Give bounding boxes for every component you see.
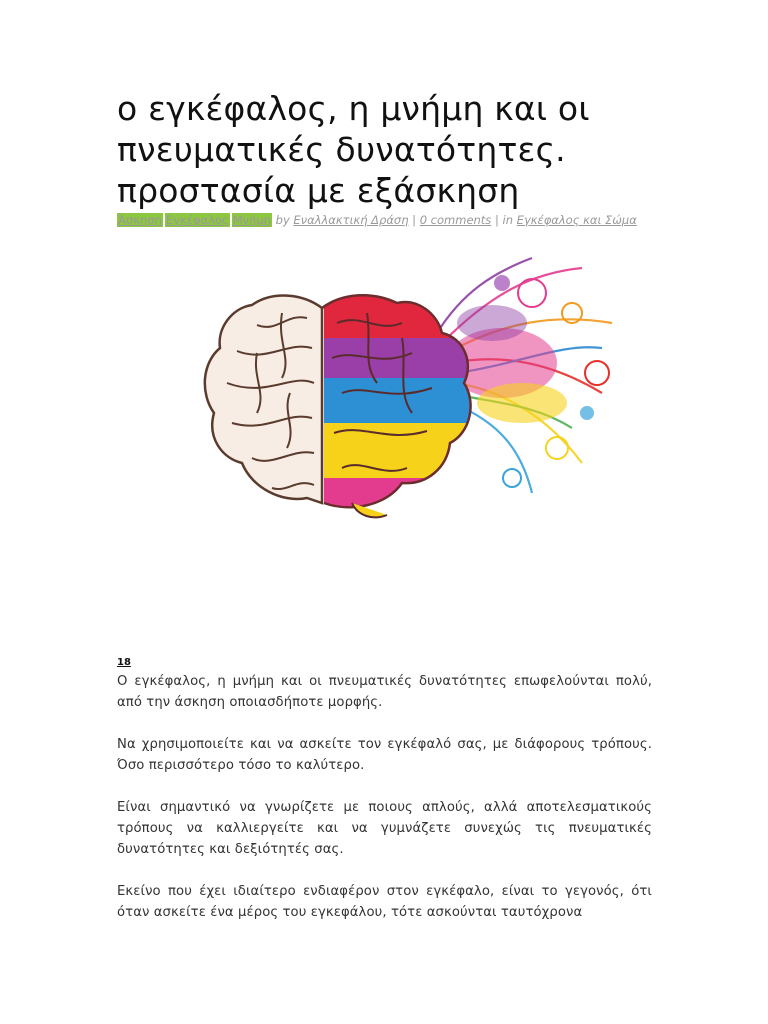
in-label: in xyxy=(502,213,513,227)
tag-link[interactable]: Άσκηση xyxy=(118,213,162,227)
title-line: προστασία με εξάσκηση xyxy=(117,171,520,210)
brain-illustration-icon xyxy=(202,253,622,523)
post-meta xyxy=(117,213,652,228)
author-link[interactable]: Εναλλακτική Δράση xyxy=(293,213,409,227)
meta-separator: | xyxy=(494,213,499,227)
meta-separator: | xyxy=(412,213,417,227)
category-link[interactable]: Εγκέφαλος και Σώμα xyxy=(516,213,637,227)
paragraph: Ο εγκέφαλος, η μνήμη και οι πνευματικές δυνατότητες επωφελούνται πολύ, από την άσκηση οποιασδήποτε μορφής. xyxy=(117,674,652,710)
article-number[interactable]: 18 xyxy=(117,657,131,668)
by-label: by xyxy=(275,213,290,227)
brain-illustration xyxy=(202,253,622,523)
article-body xyxy=(117,671,652,944)
article-title xyxy=(117,88,657,211)
tag-link[interactable]: Εγκέφαλος xyxy=(165,213,229,227)
paragraph: Εκείνο που έχει ιδιαίτερο ενδιαφέρον στον εγκέφαλο, είναι το γεγονός, ότι όταν ασκείτε ένα μέρος του εγκεφάλου, τότε ασκούνται ταυτόχρονα xyxy=(117,884,652,920)
title-line: ο εγκέφαλος, η μνήμη και οι xyxy=(117,89,590,128)
tag-link[interactable]: Μνήμη xyxy=(232,213,271,227)
paragraph: Να χρησιμοποιείτε και να ασκείτε τον εγκέφαλό σας, με διάφορους τρόπους. Όσο περισσότερο τόσο το καλύτερο. xyxy=(117,737,652,773)
paragraph: Είναι σημαντικό να γνωρίζετε με ποιους απλούς, αλλά αποτελεσματικούς τρόπους να καλλιεργείτε και να γυμνάζετε συνεχώς τις πνευματικές δυνατότητες και δεξιότητές σας. xyxy=(117,800,652,857)
title-line: πνευματικές δυνατότητες. xyxy=(117,130,566,169)
comments-link[interactable]: 0 comments xyxy=(419,213,492,227)
